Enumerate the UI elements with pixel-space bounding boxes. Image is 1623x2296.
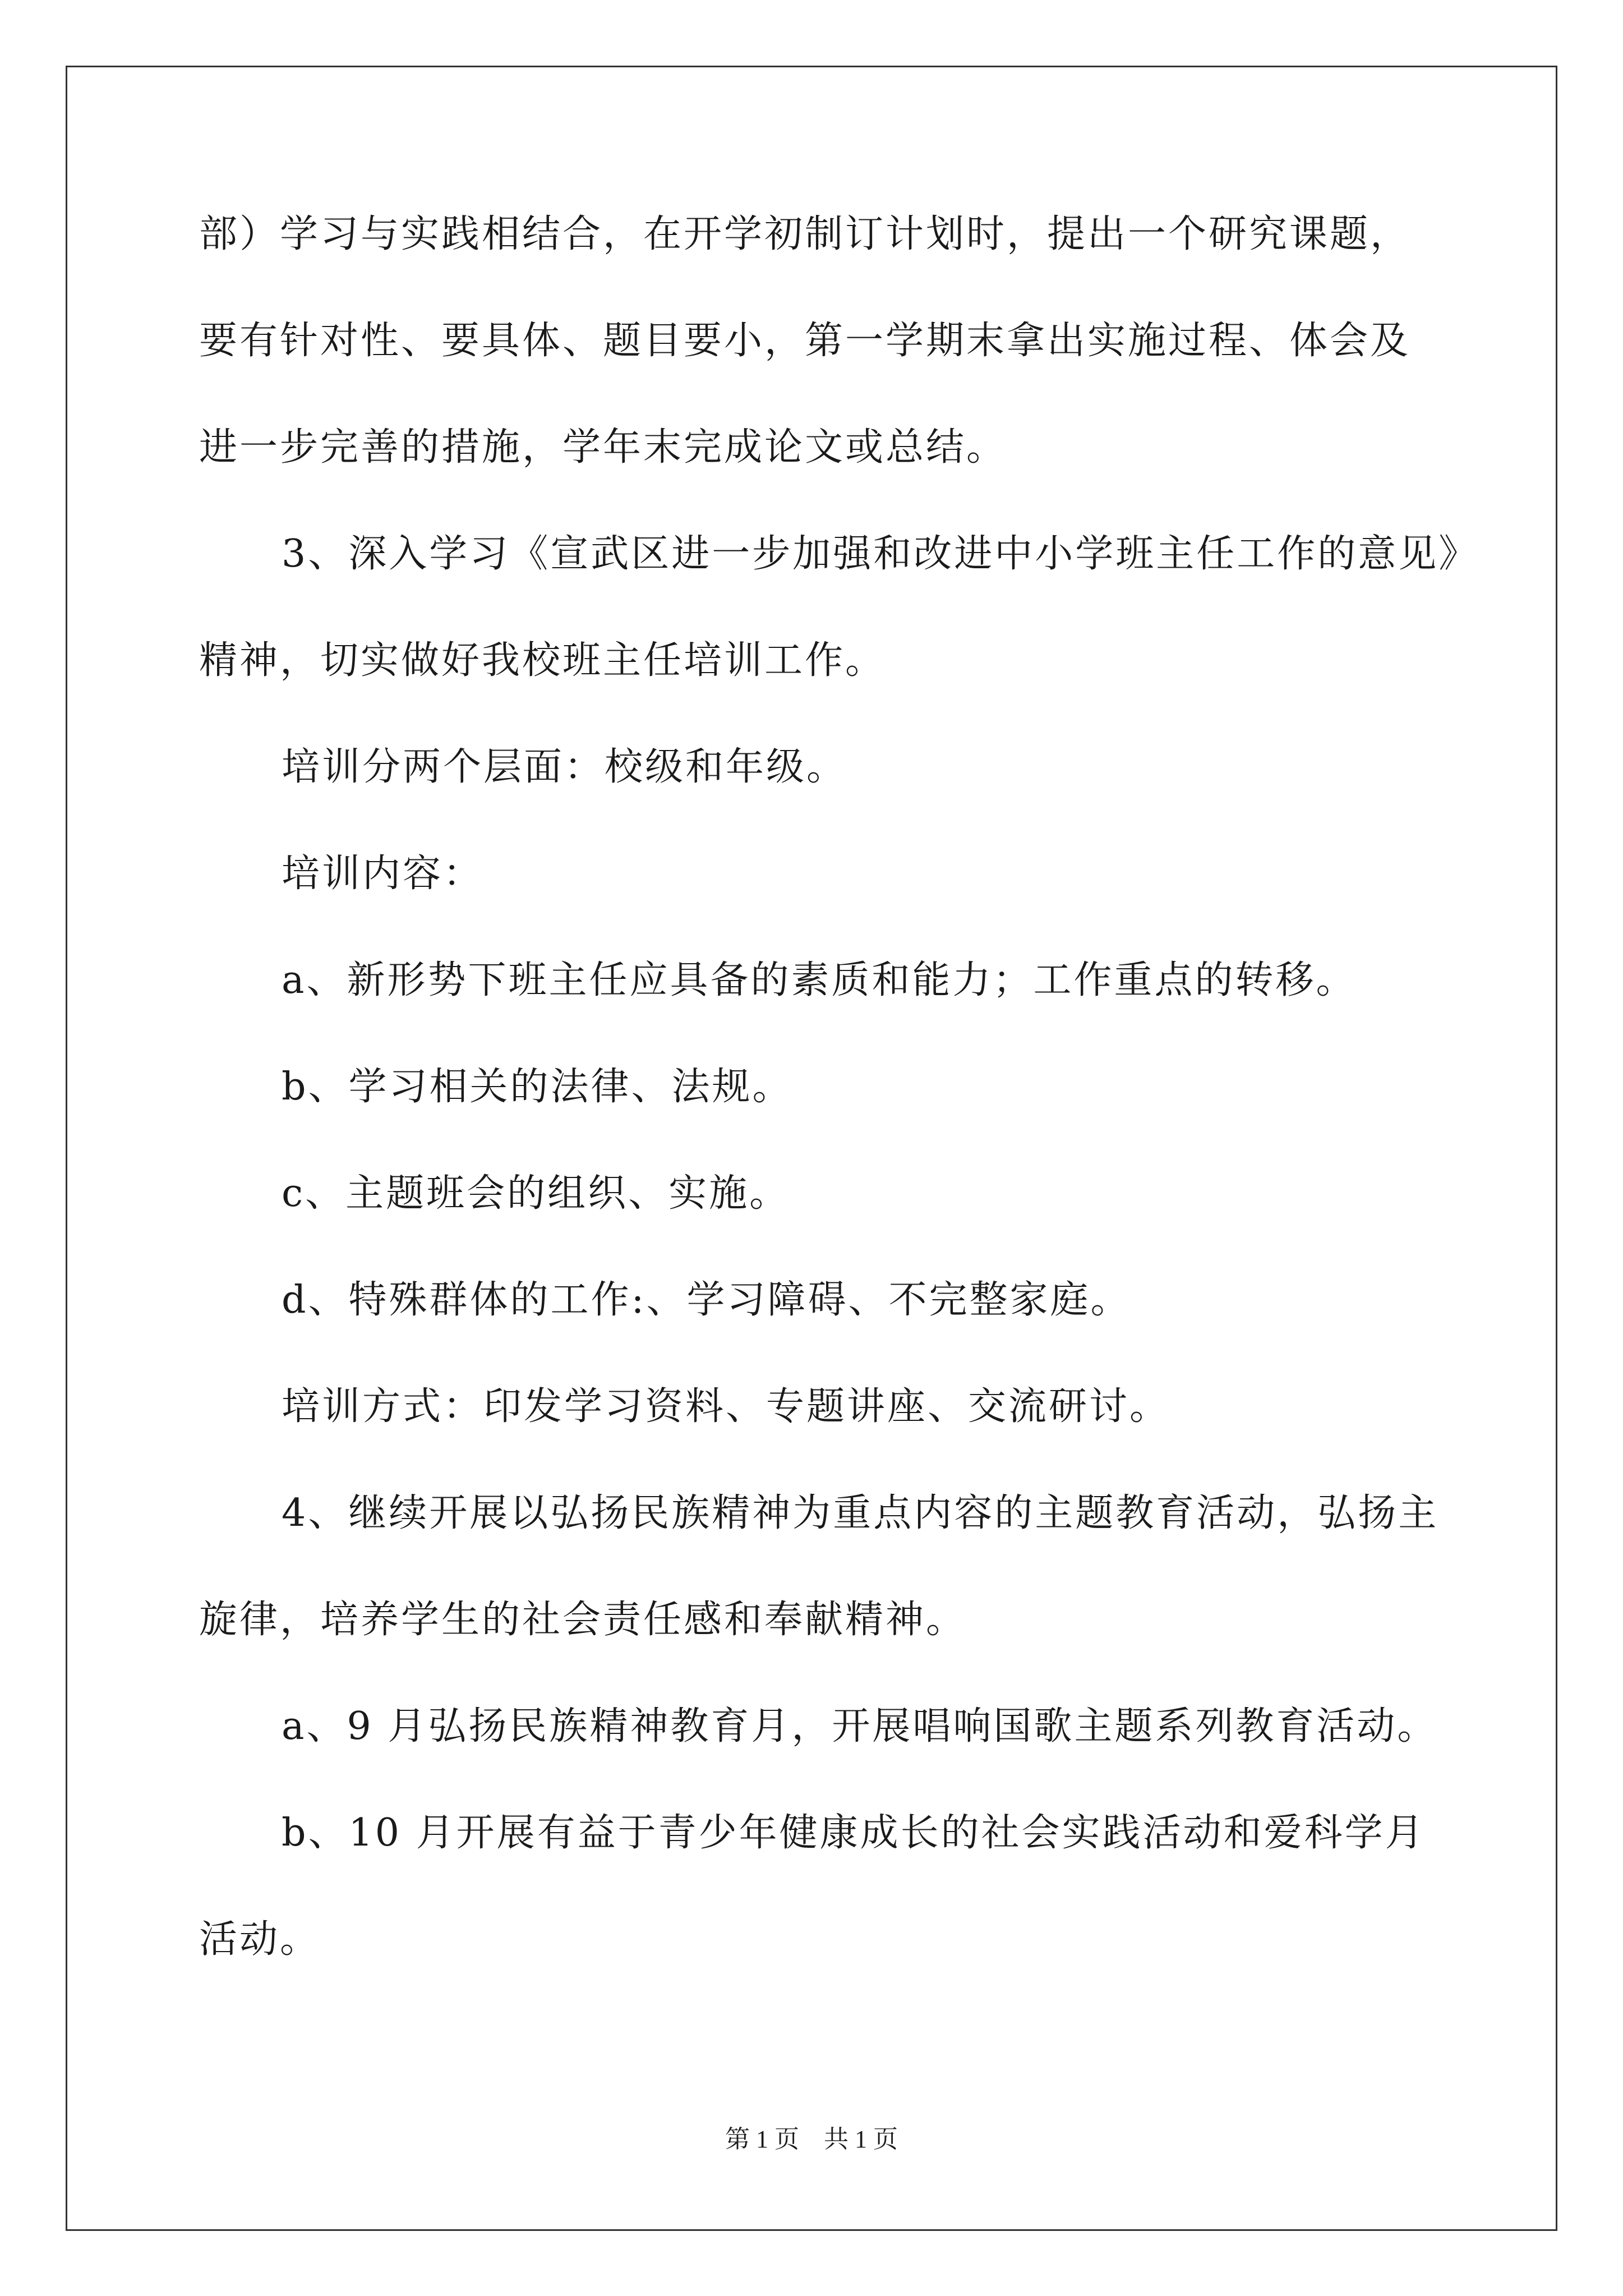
text-line: 精神，切实做好我校班主任培训工作。 (199, 638, 886, 683)
text-line: 4、继续开展以弘扬民族精神为重点内容的主题教育活动，弘扬主 (282, 1491, 1439, 1535)
text-line: b、10 月开展有益于青少年健康成长的社会实践活动和爱科学月 (282, 1811, 1426, 1855)
text-line: 旋律，培养学生的社会责任感和奉献精神。 (199, 1598, 967, 1642)
text-line: 培训内容： (282, 852, 484, 896)
text-line: b、学习相关的法律、法规。 (282, 1065, 793, 1109)
text-line: 活动。 (199, 1917, 321, 1962)
text-line: d、特殊群体的工作:、学习障碍、不完整家庭。 (282, 1278, 1131, 1322)
text-line: a、9 月弘扬民族精神教育月，开展唱响国歌主题系列教育活动。 (282, 1704, 1438, 1749)
text-line: 培训方式：印发学习资料、专题讲座、交流研讨。 (282, 1384, 1170, 1429)
text-line: a、新形势下班主任应具备的素质和能力；工作重点的转移。 (282, 958, 1357, 1002)
text-line: 进一步完善的措施，学年末完成论文或总结。 (199, 425, 1007, 470)
text-line: c、主题班会的组织、实施。 (282, 1171, 790, 1216)
document-body (199, 208, 1479, 2019)
text-line: 培训分两个层面：校级和年级。 (282, 745, 847, 789)
page-number-footer: 第 1 页 共 1 页 (725, 2125, 898, 2153)
text-line: 3、深入学习《宣武区进一步加强和改进中小学班主任工作的意见》 (282, 532, 1479, 576)
text-line: 部）学习与实践相结合，在开学初制订计划时，提出一个研究课题， (199, 212, 1411, 256)
text-line: 要有针对性、要具体、题目要小，第一学期末拿出实施过程、体会及 (199, 319, 1411, 363)
